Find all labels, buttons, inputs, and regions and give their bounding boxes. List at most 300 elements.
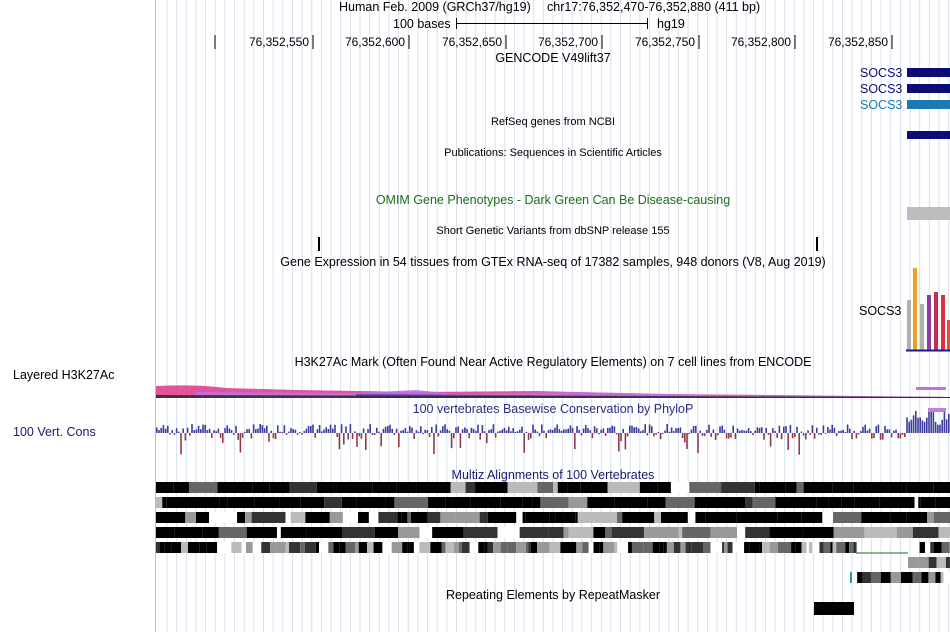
cons-bar-positive	[510, 431, 512, 433]
cons-bar-positive	[713, 429, 715, 433]
cons-bar-positive	[561, 431, 563, 433]
cons-bar-positive	[389, 425, 391, 433]
scale-bar-right-cap	[647, 18, 648, 29]
alignment-block	[824, 542, 831, 553]
cons-bar-positive	[840, 431, 842, 433]
cons-bar-positive	[325, 427, 327, 433]
alignment-block	[398, 527, 420, 538]
cons-bar-positive	[446, 429, 448, 433]
cons-bar-negative	[530, 433, 532, 439]
cons-bar-positive	[878, 425, 880, 433]
base-position-ruler[interactable]	[156, 33, 950, 53]
alignment-block	[777, 512, 801, 523]
alignment-block	[836, 542, 845, 553]
alignment-block	[453, 497, 471, 508]
cons-bar-negative	[627, 433, 629, 436]
ruler-tick-label: 76,352,750	[634, 35, 695, 49]
cons-bar-positive	[680, 427, 682, 433]
track-data-area[interactable]	[156, 0, 950, 632]
cons-bar-negative	[655, 433, 657, 435]
gtex-expression-bars[interactable]	[906, 268, 950, 352]
gencode-gene-label-1[interactable]: SOCS3	[860, 66, 903, 80]
cons-bar-negative	[240, 433, 242, 452]
alignment-block	[759, 542, 762, 553]
cons-bar-positive	[367, 429, 369, 433]
alignment-block	[667, 542, 670, 553]
cons-bar-positive	[732, 426, 734, 433]
cons-bar-positive	[490, 429, 492, 433]
gtex-tissue-bar	[920, 304, 924, 350]
alignment-block	[529, 542, 531, 553]
cons-bar-positive	[387, 426, 389, 433]
cons-bar-positive	[378, 432, 380, 433]
cons-bar-positive	[796, 427, 798, 433]
cons-bar-positive	[633, 427, 635, 433]
cons-bar-positive	[224, 428, 226, 433]
alignment-block	[516, 542, 526, 553]
cons-bar-positive	[609, 428, 611, 433]
cons-bar-positive	[259, 424, 261, 433]
cons-bar-positive	[946, 419, 948, 433]
alignment-block	[581, 482, 608, 493]
cons-bar-negative	[211, 433, 213, 438]
alignment-block	[462, 542, 470, 553]
cons-bar-positive	[774, 431, 776, 433]
alignment-block	[556, 512, 565, 523]
gencode-gene-label-3[interactable]: SOCS3	[860, 98, 903, 112]
cons-bar-positive	[548, 430, 550, 433]
cons-bar-negative	[803, 433, 805, 436]
cons-bar-negative	[365, 433, 367, 450]
cons-bar-negative	[735, 433, 737, 439]
alignment-block	[455, 512, 480, 523]
cons-bar-negative	[682, 433, 684, 438]
cons-bar-positive	[750, 431, 752, 433]
ruler-tick-label: 76,352,850	[827, 35, 888, 49]
cons-bar-negative	[792, 433, 794, 438]
cons-bar-positive	[570, 425, 572, 433]
cons-bar-positive	[279, 432, 281, 433]
cons-bar-negative	[752, 433, 754, 435]
ruler-tick-label: 76,352,550	[248, 35, 309, 49]
cons-bar-positive	[290, 428, 292, 433]
alignment-block	[861, 512, 890, 523]
alignment-block	[533, 497, 540, 508]
cons-bar-positive	[534, 430, 536, 433]
cons-bar-positive	[163, 425, 165, 433]
gtex-gene-label[interactable]: SOCS3	[859, 304, 902, 318]
cons-bar-positive	[658, 432, 660, 433]
alignment-block	[246, 542, 253, 553]
alignment-block	[507, 542, 516, 553]
alignment-block	[778, 542, 788, 553]
cons-bar-positive	[213, 430, 215, 433]
cons-bar-positive	[191, 424, 193, 433]
cons-bar-positive	[308, 426, 310, 433]
cons-bar-negative	[763, 433, 765, 440]
cons-bar-positive	[666, 424, 668, 433]
alignment-block	[802, 542, 807, 553]
cons-bar-negative	[891, 433, 893, 437]
alignment-block	[174, 527, 203, 538]
cons-bar-positive	[299, 432, 301, 433]
cons-bar-positive	[400, 431, 402, 433]
alignment-block	[277, 542, 286, 553]
alignment-block	[407, 542, 409, 553]
cons-bar-positive	[334, 425, 336, 433]
gencode-gene-label-2[interactable]: SOCS3	[860, 82, 903, 96]
alignment-block	[934, 542, 942, 553]
alignment-block	[498, 527, 520, 538]
multiz-alignment-blocks[interactable]	[156, 480, 950, 585]
cons-bar-negative	[805, 433, 807, 440]
alignment-block	[392, 542, 403, 553]
cons-bar-negative	[662, 433, 664, 434]
cons-bar-positive	[572, 428, 574, 433]
cons-bar-negative	[710, 433, 712, 437]
omim-gene-feature[interactable]	[907, 207, 950, 220]
cons-bar-positive	[471, 428, 473, 433]
cons-bar-positive	[288, 432, 290, 433]
alignment-block	[548, 527, 563, 538]
cons-bar-negative	[468, 433, 470, 438]
alignment-block	[854, 482, 888, 493]
ruler-tick-label: 76,352,600	[344, 35, 405, 49]
cons-bar-positive	[790, 425, 792, 433]
cons-bar-positive	[853, 431, 855, 433]
cons-bar-positive	[402, 430, 404, 433]
cons-bar-positive	[431, 427, 433, 433]
cons-bar-positive	[563, 429, 565, 433]
alignment-block	[520, 527, 548, 538]
alignment-block	[488, 512, 517, 523]
alignment-block	[828, 497, 841, 508]
alignment-block	[941, 572, 944, 583]
alignment-block	[901, 482, 907, 493]
alignment-block	[801, 512, 822, 523]
alignment-block	[569, 497, 588, 508]
cons-bar-positive	[416, 430, 418, 433]
alignment-block	[523, 512, 526, 523]
cons-bar-positive	[457, 426, 459, 433]
cons-bar-positive	[838, 431, 840, 433]
alignment-block	[428, 512, 441, 523]
alignment-block	[156, 497, 162, 508]
alignment-block	[440, 512, 454, 523]
cons-bar-negative	[352, 433, 354, 439]
alignment-block	[537, 482, 553, 493]
alignment-block	[659, 542, 663, 553]
cons-bar-negative	[185, 433, 187, 440]
alignment-block	[334, 482, 337, 493]
cons-bar-positive	[281, 432, 283, 433]
alignment-block	[156, 542, 160, 553]
alignment-block	[703, 542, 711, 553]
alignment-block	[300, 497, 324, 508]
alignment-block	[649, 482, 655, 493]
cons-bar-negative	[798, 433, 800, 455]
alignment-block	[247, 527, 277, 538]
alignment-block	[686, 542, 692, 553]
alignment-block	[324, 497, 341, 508]
alignment-block	[682, 527, 710, 538]
cons-bar-positive	[277, 425, 279, 433]
alignment-block	[809, 542, 812, 553]
alignment-block	[493, 542, 501, 553]
cons-bar-negative	[451, 433, 453, 448]
alignment-block	[928, 572, 935, 583]
alignment-block	[901, 572, 913, 583]
cons-bar-positive	[396, 429, 398, 433]
cons-bar-positive	[376, 428, 378, 433]
gtex-tissue-bar	[934, 292, 938, 350]
alignment-block	[485, 542, 488, 553]
alignment-block	[724, 542, 727, 553]
cons-bar-positive	[409, 426, 411, 433]
cons-bar-negative	[314, 433, 316, 438]
alignment-block	[891, 572, 901, 583]
alignment-block	[721, 482, 755, 493]
alignment-block	[661, 512, 688, 523]
alignment-block	[742, 512, 777, 523]
cons-bar-positive	[924, 422, 926, 433]
cons-bar-negative	[361, 433, 363, 439]
alignment-block	[290, 482, 317, 493]
alignment-block	[156, 512, 185, 523]
cons-bar-negative	[809, 433, 811, 435]
cons-bar-negative	[429, 433, 431, 437]
alignment-block	[219, 527, 247, 538]
cons-bar-positive	[567, 429, 569, 433]
alignment-block	[711, 527, 737, 538]
cons-bar-negative	[242, 433, 244, 438]
alignment-block	[929, 557, 937, 568]
cons-bar-positive	[165, 429, 167, 433]
alignment-block	[622, 512, 654, 523]
alignment-block	[466, 482, 476, 493]
cons-bar-negative	[688, 433, 690, 434]
cons-bar-negative	[686, 433, 688, 449]
alignment-block	[942, 542, 950, 553]
cons-bar-positive	[477, 425, 479, 433]
alignment-block	[759, 482, 785, 493]
alignment-block	[663, 542, 667, 553]
cons-bar-positive	[444, 424, 446, 433]
cons-bar-negative	[730, 433, 732, 438]
cons-bar-positive	[345, 426, 347, 433]
alignment-block	[291, 512, 306, 523]
alignment-block	[330, 512, 343, 523]
alignment-block	[920, 542, 925, 553]
alignment-block	[845, 542, 849, 553]
cons-bar-positive	[757, 427, 759, 433]
alignment-block	[832, 482, 854, 493]
cons-bar-positive	[543, 431, 545, 433]
alignment-block	[888, 482, 901, 493]
cons-bar-negative	[273, 433, 275, 438]
cons-bar-positive	[765, 428, 767, 433]
refseq-exon[interactable]	[907, 131, 950, 139]
alignment-block	[488, 542, 493, 553]
cons-bar-positive	[673, 431, 675, 433]
cons-bar-positive	[556, 424, 558, 433]
alignment-block	[430, 542, 441, 553]
cons-bar-positive	[218, 429, 220, 433]
alignment-block	[907, 482, 934, 493]
alignment-block	[745, 527, 769, 538]
cons-bar-positive	[807, 430, 809, 433]
cons-bar-negative	[398, 433, 400, 447]
dbsnp-variant-2[interactable]	[816, 237, 818, 251]
cons-bar-positive	[860, 431, 862, 433]
h3k27ac-signal[interactable]	[156, 370, 950, 400]
cons-bar-positive	[706, 430, 708, 433]
cons-bar-negative	[776, 433, 778, 438]
track-label-h3k27ac[interactable]: Layered H3K27Ac	[13, 368, 115, 382]
alignment-block	[253, 542, 262, 553]
alignment-block	[881, 572, 891, 583]
cons-bar-positive	[363, 428, 365, 433]
cons-bar-positive	[499, 431, 501, 433]
cons-bar-negative	[347, 433, 349, 439]
cons-bar-negative	[647, 433, 649, 435]
alignment-block	[648, 497, 666, 508]
conservation-wiggle[interactable]	[156, 408, 950, 468]
cons-bar-positive	[691, 429, 693, 433]
alignment-block	[722, 542, 724, 553]
alignment-block	[374, 542, 383, 553]
alignment-block	[531, 542, 537, 553]
alignment-block	[944, 572, 950, 583]
alignment-block	[841, 497, 854, 508]
alignment-block	[864, 527, 896, 538]
alignment-block	[565, 542, 577, 553]
cons-bar-positive	[719, 426, 721, 433]
h3k27ac-peak	[916, 387, 946, 390]
alignment-block	[589, 542, 594, 553]
cons-bar-positive	[204, 425, 206, 433]
cons-bar-positive	[812, 425, 814, 433]
alignment-block	[654, 512, 661, 523]
alignment-block	[471, 497, 501, 508]
cons-bar-negative	[189, 433, 191, 436]
cons-bar-positive	[462, 429, 464, 433]
alignment-block	[501, 542, 508, 553]
alignment-block	[789, 497, 817, 508]
alignment-block	[658, 482, 671, 493]
alignment-block	[830, 542, 832, 553]
cons-bar-positive	[699, 431, 701, 433]
cons-bar-negative	[702, 433, 704, 436]
gencode-exon-1[interactable]	[907, 68, 950, 77]
cons-bar-negative	[726, 433, 728, 439]
alignment-block	[695, 512, 705, 523]
cons-bar-positive	[512, 428, 514, 433]
alignment-block	[578, 512, 582, 523]
cons-bar-positive	[847, 424, 849, 433]
alignment-block	[319, 542, 328, 553]
alignment-block	[833, 542, 837, 553]
alignment-block	[375, 527, 398, 538]
alignment-block	[707, 497, 724, 508]
cons-bar-positive	[948, 414, 950, 433]
alignment-block	[576, 542, 582, 553]
alignment-block	[753, 497, 776, 508]
repeat-element[interactable]	[814, 602, 854, 615]
cons-bar-negative	[836, 433, 838, 436]
cons-bar-positive	[908, 422, 910, 433]
alignment-block	[871, 572, 880, 583]
cons-bar-negative	[169, 433, 171, 434]
alignment-block	[568, 527, 593, 538]
cons-bar-positive	[754, 431, 756, 433]
cons-bar-positive	[834, 428, 836, 433]
alignment-block	[432, 527, 464, 538]
cons-bar-positive	[526, 432, 528, 433]
cons-bar-positive	[611, 426, 613, 433]
cons-bar-negative	[618, 433, 620, 451]
alignment-block	[156, 482, 173, 493]
cons-bar-negative	[372, 433, 374, 435]
cons-bar-positive	[328, 429, 330, 433]
position-text[interactable]: chr17:76,352,470-76,352,880 (411 bp)	[547, 0, 761, 14]
cons-bar-negative	[581, 433, 583, 436]
cons-bar-positive	[933, 410, 935, 433]
scale-bar-label: 100 bases	[393, 17, 451, 31]
alignment-block	[411, 512, 428, 523]
alignment-block	[688, 512, 691, 523]
gencode-exon-3[interactable]	[907, 100, 950, 109]
alignment-block	[737, 527, 745, 538]
alignment-block	[680, 542, 685, 553]
cons-bar-positive	[198, 426, 200, 433]
cons-bar-positive	[532, 425, 534, 433]
cons-bar-negative	[717, 433, 719, 435]
alignment-block	[508, 482, 538, 493]
cons-bar-positive	[944, 411, 946, 433]
gencode-exon-2[interactable]	[907, 84, 950, 93]
h3k27ac-track-title: H3K27Ac Mark (Often Found Near Active Regulatory Elements) on 7 cell lines from ENCODE	[294, 355, 812, 369]
alignment-block	[397, 482, 417, 493]
cons-bar-positive	[849, 429, 851, 433]
alignment-block	[946, 557, 949, 568]
alignment-block	[706, 512, 737, 523]
cons-bar-negative	[897, 433, 899, 438]
cons-bar-positive	[906, 417, 908, 433]
cons-bar-negative	[598, 433, 600, 434]
dbsnp-variant-1[interactable]	[318, 237, 320, 251]
alignment-block	[695, 497, 707, 508]
track-label-cons[interactable]: 100 Vert. Cons	[13, 425, 96, 439]
scale-bar-left-cap	[456, 18, 457, 29]
alignment-block	[653, 542, 660, 553]
alignment-block	[689, 482, 721, 493]
alignment-block	[775, 497, 788, 508]
cons-bar-negative	[904, 433, 906, 437]
alignment-block	[402, 512, 408, 523]
cons-bar-positive	[295, 430, 297, 433]
cons-bar-positive	[675, 428, 677, 433]
cons-bar-negative	[251, 433, 253, 438]
cons-bar-negative	[539, 433, 541, 436]
alignment-block	[879, 497, 908, 508]
alignment-block	[196, 512, 209, 523]
alignment-block	[927, 512, 933, 523]
cons-bar-negative	[237, 433, 239, 440]
cons-bar-positive	[600, 430, 602, 433]
cons-bar-positive	[607, 428, 609, 433]
cons-bar-positive	[827, 427, 829, 433]
